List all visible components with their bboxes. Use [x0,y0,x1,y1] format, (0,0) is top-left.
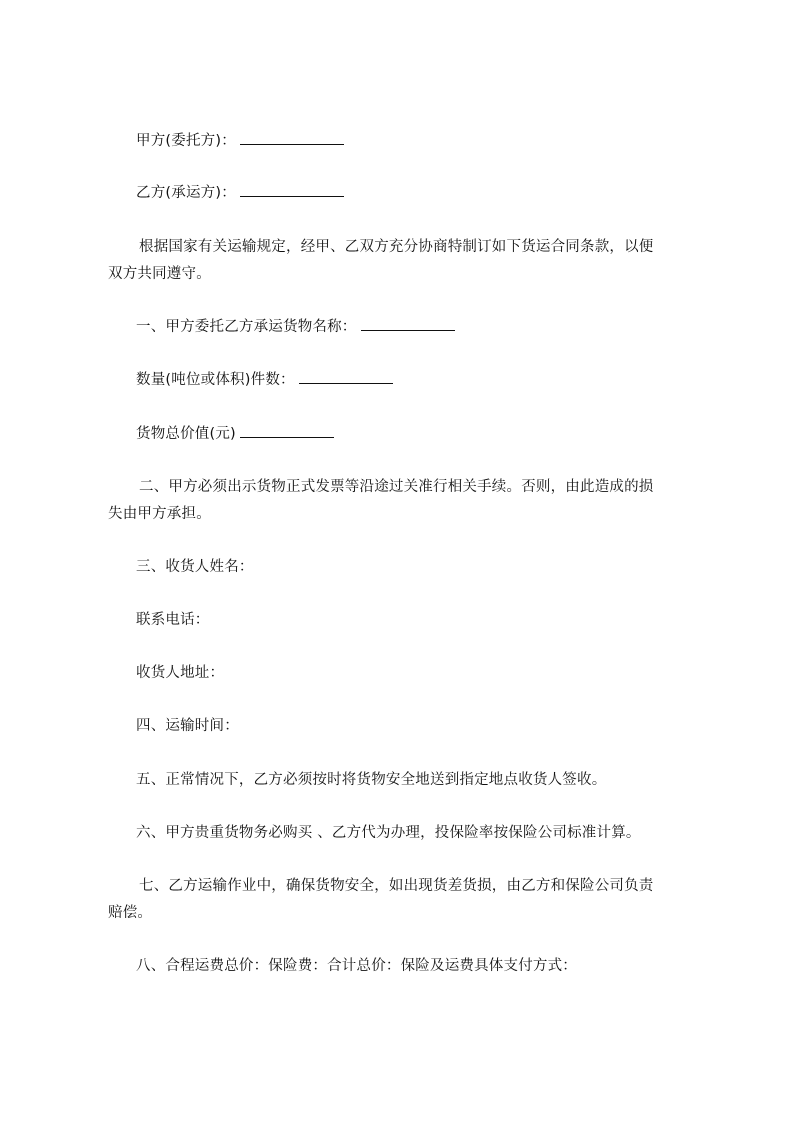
total-value-blank [240,421,334,438]
clause-3-phone: 联系电话： [136,612,210,628]
clause-7-line-2: 赔偿。 [108,905,153,921]
party-a-line [136,128,344,155]
clause-6: 六、甲方贵重货物务必购买 、乙方代为办理，投保险率按保险公司标准计算。 [136,825,641,841]
party-a-blank [240,128,344,145]
preamble-line-1: 根据国家有关运输规定，经甲、乙双方充分协商特制订如下货运合同条款，以便 [139,239,654,255]
clause-2-line-2: 失由甲方承担。 [108,506,211,522]
clause-1-total-value-line [136,421,334,448]
clause-1-goods-name-label: 一、甲方委托乙方承运货物名称： [136,319,357,335]
party-b-blank [240,180,344,197]
clause-1-goods-name-line [136,314,455,341]
preamble-line-2: 双方共同遵守。 [108,266,211,282]
clause-1-quantity-label: 数量(吨位或体积)件数： [136,372,295,388]
clause-8: 八、合程运费总价：保险费：合计总价：保险及运费具体支付方式： [136,958,577,974]
goods-name-blank [361,314,455,331]
clause-4-transport-time: 四、运输时间： [136,718,239,734]
clause-1-quantity-line [136,367,393,394]
party-b-label: 乙方(承运方)： [136,185,236,201]
clause-2-line-1: 二、甲方必须出示货物正式发票等沿途过关准行相关手续。否则，由此造成的损 [139,479,654,495]
clause-5: 五、正常情况下，乙方必须按时将货物安全地送到指定地点收货人签收。 [136,772,607,788]
clause-3-consignee-name: 三、收货人姓名： [136,559,254,575]
clause-7-line-1: 七、乙方运输作业中，确保货物安全，如出现货差货损，由乙方和保险公司负责 [139,878,654,894]
clause-1-total-value-label: 货物总价值(元) [136,426,236,442]
clause-3-address: 收货人地址： [136,665,225,681]
party-a-label: 甲方(委托方)： [136,133,236,149]
quantity-blank [299,367,393,384]
party-b-line [136,180,344,207]
